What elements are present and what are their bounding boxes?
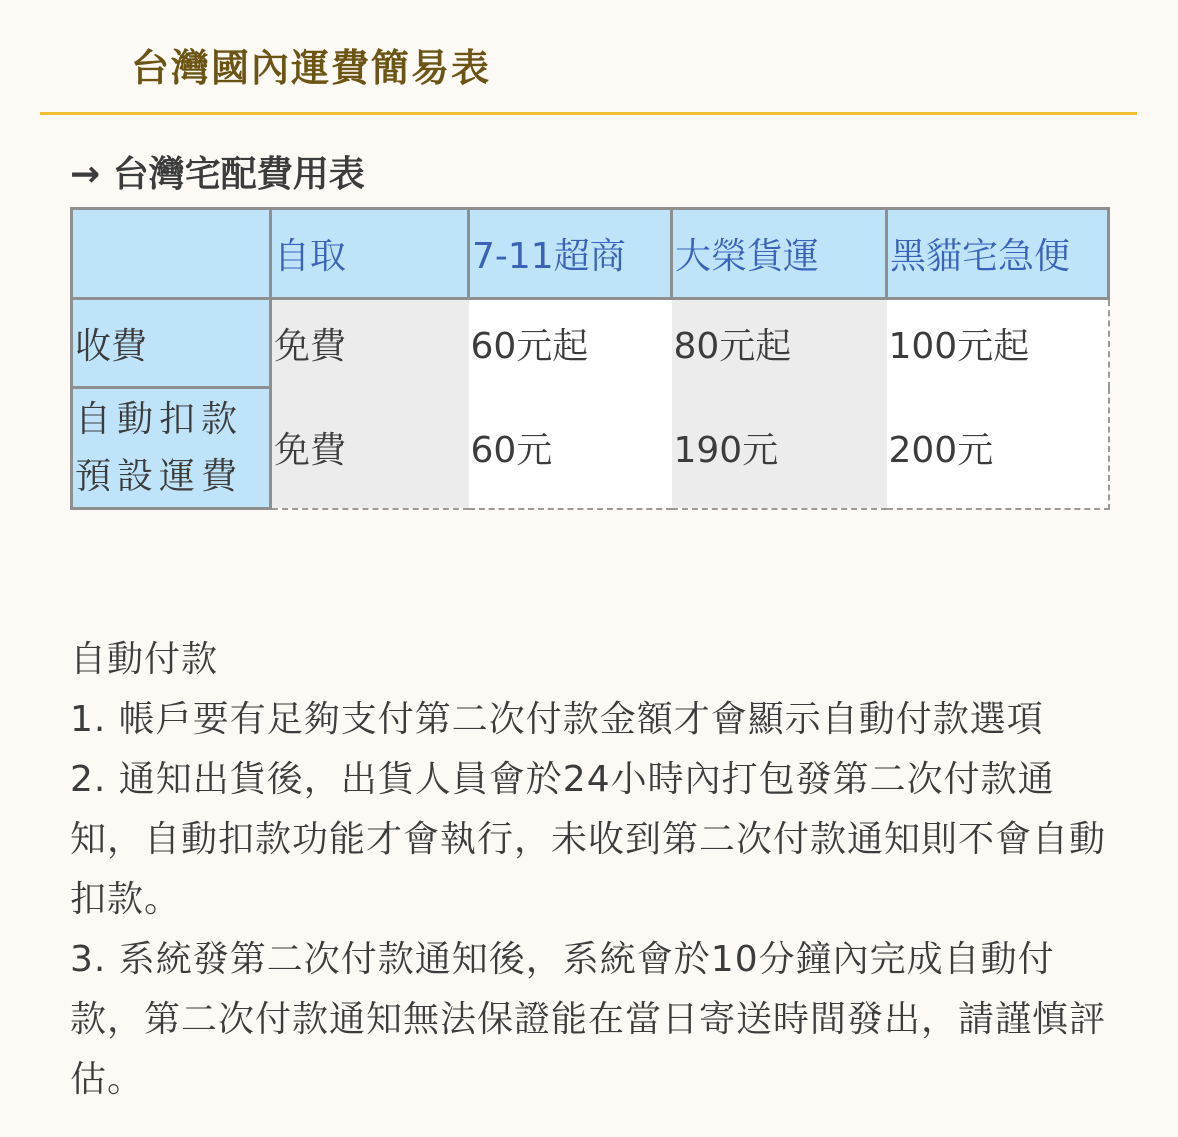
column-header-blank (72, 209, 271, 299)
auto-payment-notes (70, 630, 1110, 1110)
table-cell: 80元起 (672, 299, 887, 388)
list-item: 3. 系統發第二次付款通知後，系統會於10分鐘內完成自動付款，第二次付款通知無法保證能在當日寄送時間發出，請謹慎評估。 (70, 939, 1107, 1100)
table-cell: 60元 (469, 388, 672, 509)
shipping-fee-table (70, 207, 1110, 510)
table-cell: 190元 (672, 388, 887, 509)
table-cell: 60元起 (469, 299, 672, 388)
table-cell: 100元起 (887, 299, 1109, 388)
notes-heading: 自動付款 (70, 639, 219, 680)
row-header-fee: 收費 (72, 299, 271, 388)
list-item: 1. 帳戶要有足夠支付第二次付款金額才會顯示自動付款選項 (70, 699, 1044, 740)
table-row (72, 299, 1109, 388)
table-cell: 免費 (271, 388, 469, 509)
column-header-black-cat: 黑貓宅急便 (887, 209, 1109, 299)
column-header-kerry: 大榮貨運 (672, 209, 887, 299)
column-header-7-11: 7-11超商 (469, 209, 672, 299)
table-header-row (72, 209, 1109, 299)
table-row (72, 388, 1109, 509)
table-cell: 200元 (887, 388, 1109, 509)
list-item: 2. 通知出貨後，出貨人員會於24小時內打包發第二次付款通知，自動扣款功能才會執行，未收到第二次付款通知則不會自動扣款。 (70, 759, 1107, 920)
row-header-auto-debit: 自動扣款預設運費 (72, 388, 271, 509)
title-divider (40, 112, 1137, 115)
column-header-self-pickup: 自取 (271, 209, 469, 299)
page-title: 台灣國內運費簡易表 (131, 46, 492, 90)
table-cell: 免費 (271, 299, 469, 388)
section-heading: → 台灣宅配費用表 (70, 154, 365, 195)
